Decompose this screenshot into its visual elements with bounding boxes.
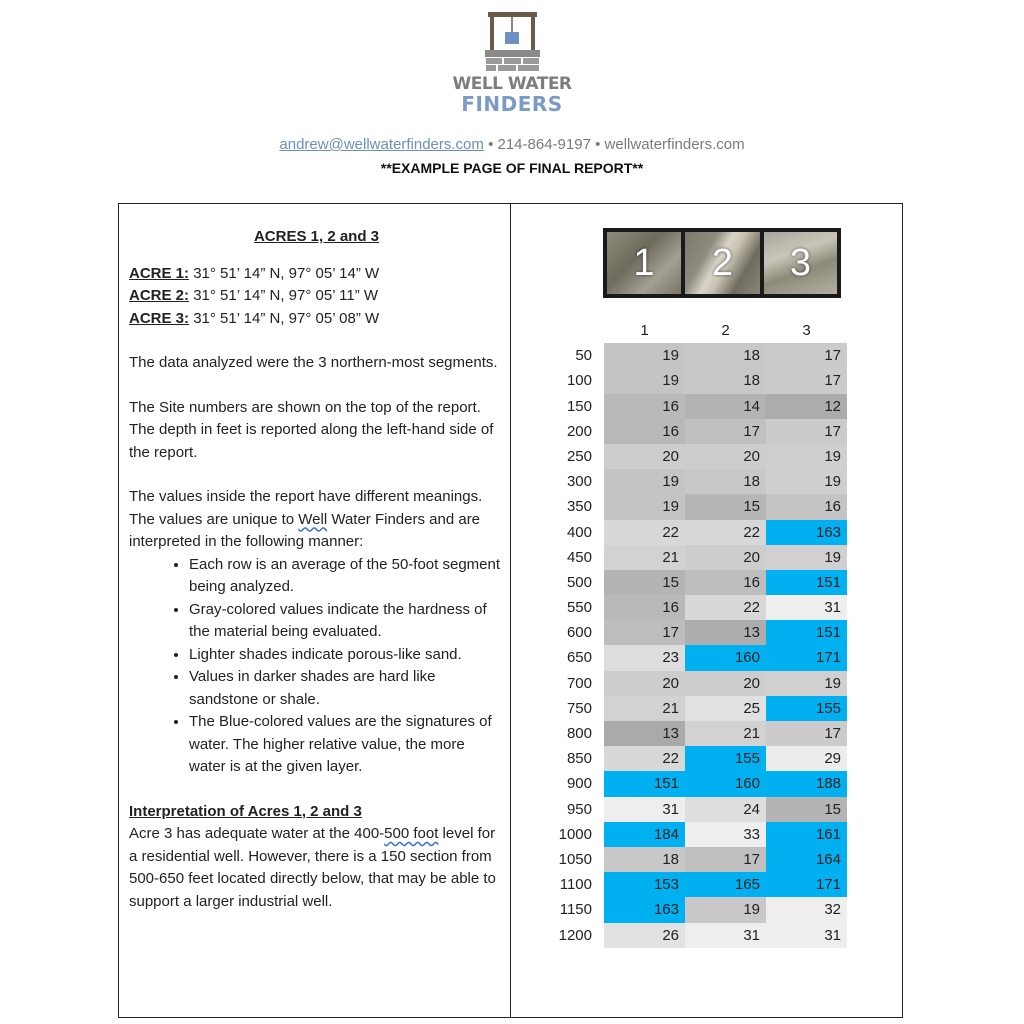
water-value-cell: 161: [766, 822, 847, 847]
table-row: [540, 444, 847, 469]
interpretation-text: Acre 3 has adequate water at the 400-500 foot level for a residential well. However, there is a 150 section from 500-650 feet located directly below, that may be able to support a larger industrial well.: [129, 825, 496, 910]
table-row: [540, 746, 847, 771]
hardness-value-cell: 18: [685, 469, 766, 494]
hardness-value-cell: 14: [685, 394, 766, 419]
hardness-value-cell: 22: [604, 520, 685, 545]
depth-label: 650: [566, 649, 592, 667]
depth-label: 950: [566, 800, 592, 818]
depth-label: 200: [566, 422, 592, 440]
hardness-value-cell: 13: [604, 721, 685, 746]
paragraph-values-meaning: The values inside the report have different meanings. The values are unique to Well Water Finders and are interpreted in the following manner:: [129, 488, 483, 550]
water-value-cell: 171: [766, 645, 847, 670]
list-item: • Lighter shades indicate porous-like sand.: [189, 644, 504, 667]
hardness-value-cell: 21: [604, 696, 685, 721]
depth-label: 350: [566, 498, 592, 516]
hardness-value-cell: 19: [766, 444, 847, 469]
table-row: [540, 923, 847, 948]
table-row: [540, 368, 847, 393]
table-row: [540, 343, 847, 368]
hardness-value-cell: 31: [604, 797, 685, 822]
depth-label: 150: [566, 397, 592, 415]
email-link[interactable]: andrew@wellwaterfinders.com: [279, 136, 484, 153]
site-number: 2: [711, 242, 734, 284]
water-value-cell: 163: [604, 897, 685, 922]
contact-line: [0, 136, 1024, 153]
hardness-value-cell: 20: [685, 545, 766, 570]
table-row: [540, 620, 847, 645]
site-column-header: 1: [640, 322, 649, 339]
spellcheck-word: 500 foot: [384, 825, 439, 842]
water-value-cell: 165: [685, 872, 766, 897]
site-number: 3: [789, 242, 812, 284]
hardness-value-cell: 21: [604, 545, 685, 570]
table-row: [540, 696, 847, 721]
hardness-value-cell: 29: [766, 746, 847, 771]
acre-label: ACRE 3:: [129, 309, 190, 327]
hardness-value-cell: 31: [766, 595, 847, 620]
hardness-value-cell: 22: [685, 595, 766, 620]
water-value-cell: 155: [685, 746, 766, 771]
hardness-value-cell: 31: [766, 923, 847, 948]
hardness-value-cell: 17: [766, 419, 847, 444]
acre-1-coords: [129, 263, 504, 286]
acre-label: ACRE 1:: [129, 264, 190, 282]
depth-label: 100: [566, 372, 592, 390]
table-row: [540, 721, 847, 746]
table-row: [540, 570, 847, 595]
depth-label: 300: [566, 473, 592, 491]
hardness-value-cell: 19: [604, 469, 685, 494]
depth-value-table: [540, 318, 847, 948]
depth-label: 1200: [558, 926, 592, 944]
water-value-cell: 188: [766, 771, 847, 796]
hardness-value-cell: 19: [604, 343, 685, 368]
hardness-value-cell: 19: [766, 545, 847, 570]
list-item: • Each row is an average of the 50-foot segment being analyzed.: [189, 554, 504, 599]
water-value-cell: 164: [766, 847, 847, 872]
table-row: [540, 419, 847, 444]
water-value-cell: 153: [604, 872, 685, 897]
hardness-value-cell: 18: [685, 368, 766, 393]
website: wellwaterfinders.com: [604, 136, 745, 153]
site-column-header: 3: [802, 322, 811, 339]
hardness-value-cell: 20: [604, 671, 685, 696]
table-row: [540, 897, 847, 922]
hardness-value-cell: 16: [604, 419, 685, 444]
paragraph-data-analyzed: The data analyzed were the 3 northern-most segments.: [129, 354, 498, 371]
table-row: [540, 671, 847, 696]
hardness-value-cell: 31: [685, 923, 766, 948]
hardness-value-cell: 18: [604, 847, 685, 872]
table-row: [540, 469, 847, 494]
hardness-value-cell: 18: [685, 343, 766, 368]
depth-label: 750: [566, 699, 592, 717]
report-subtitle: **EXAMPLE PAGE OF FINAL REPORT**: [380, 160, 644, 176]
aerial-photo-strip: [603, 228, 841, 298]
hardness-value-cell: 12: [766, 394, 847, 419]
water-value-cell: 155: [766, 696, 847, 721]
separator: •: [488, 136, 494, 153]
hardness-value-cell: 16: [604, 595, 685, 620]
water-value-cell: 160: [685, 645, 766, 670]
depth-label: 250: [566, 447, 592, 465]
separator: •: [595, 136, 601, 153]
hardness-value-cell: 19: [766, 469, 847, 494]
paragraph-site-numbers: The Site numbers are shown on the top of the report. The depth in feet is reported along the left-hand side of the report.: [129, 398, 494, 461]
hardness-value-cell: 17: [766, 343, 847, 368]
hardness-value-cell: 22: [604, 746, 685, 771]
phone-number: 214-864-9197: [497, 136, 591, 153]
hardness-value-cell: 17: [685, 419, 766, 444]
hardness-value-cell: 20: [685, 444, 766, 469]
table-row: [540, 847, 847, 872]
depth-label: 400: [566, 523, 592, 541]
hardness-value-cell: 19: [766, 671, 847, 696]
acre-coords: 31° 51’ 14” N, 97° 05’ 11” W: [193, 287, 379, 304]
hardness-value-cell: 19: [685, 897, 766, 922]
hardness-value-cell: 13: [685, 620, 766, 645]
hardness-value-cell: 25: [685, 696, 766, 721]
table-row: [540, 520, 847, 545]
depth-label: 900: [566, 775, 592, 793]
table-row: [540, 797, 847, 822]
hardness-value-cell: 22: [685, 520, 766, 545]
table-row: [540, 822, 847, 847]
acre-coords: 31° 51’ 14” N, 97° 05’ 14” W: [193, 264, 380, 282]
table-row: [540, 771, 847, 796]
hardness-value-cell: 19: [604, 494, 685, 519]
aerial-photo-3: [764, 232, 837, 294]
depth-label: 1000: [558, 825, 592, 843]
depth-label: 50: [575, 347, 592, 365]
interpretation-heading: Interpretation of Acres 1, 2 and 3: [129, 802, 362, 820]
list-item: • Gray-colored values indicate the hardness of the material being evaluated.: [189, 599, 504, 644]
table-row: [540, 494, 847, 519]
hardness-value-cell: 21: [685, 721, 766, 746]
acre-3-coords: [129, 308, 504, 331]
table-header-row: [540, 318, 847, 343]
water-value-cell: 171: [766, 872, 847, 897]
spellcheck-word: Well: [298, 510, 328, 528]
depth-label: 800: [566, 725, 592, 742]
hardness-value-cell: 16: [766, 494, 847, 519]
hardness-value-cell: 17: [685, 847, 766, 872]
depth-label: 450: [566, 548, 592, 566]
column-divider: [510, 203, 511, 1018]
depth-label: 1100: [559, 876, 592, 894]
depth-label: 700: [566, 674, 592, 692]
list-item: • Values in darker shades are hard like sandstone or shale.: [189, 666, 504, 711]
hardness-value-cell: 17: [766, 721, 847, 746]
depth-label: 1050: [558, 850, 592, 868]
acre-2-coords: [129, 285, 504, 308]
table-row: [540, 872, 847, 897]
hardness-value-cell: 15: [685, 494, 766, 519]
table-row: [540, 545, 847, 570]
acre-label: ACRE 2:: [129, 287, 190, 304]
hardness-value-cell: 19: [604, 368, 685, 393]
brand-name-line2: FINDERS: [461, 92, 563, 116]
brand-name-line1: WELL WATER: [452, 74, 572, 94]
depth-header: [540, 318, 604, 343]
hardness-value-cell: 24: [685, 797, 766, 822]
depth-label: 850: [566, 750, 592, 768]
hardness-value-cell: 23: [604, 645, 685, 670]
water-value-cell: 151: [766, 620, 847, 645]
water-value-cell: 151: [604, 771, 685, 796]
water-value-cell: 151: [766, 570, 847, 595]
depth-label: 500: [566, 573, 592, 591]
site-number: 1: [633, 242, 655, 284]
description-column: [129, 226, 504, 913]
water-value-cell: 184: [604, 822, 685, 847]
table-row: [540, 394, 847, 419]
depth-label: 1150: [559, 901, 592, 919]
hardness-value-cell: 20: [604, 444, 685, 469]
hardness-value-cell: 15: [766, 797, 847, 822]
table-row: [540, 595, 847, 620]
water-value-cell: 160: [685, 771, 766, 796]
hardness-value-cell: 16: [685, 570, 766, 595]
site-column-header: 2: [721, 322, 730, 339]
bullet-list: [129, 554, 504, 779]
hardness-value-cell: 33: [685, 822, 766, 847]
depth-label: 550: [566, 599, 592, 617]
hardness-value-cell: 17: [766, 368, 847, 393]
table-body: [540, 343, 847, 948]
hardness-value-cell: 20: [685, 671, 766, 696]
list-item: • The Blue-colored values are the signatures of water. The higher relative value, the more water is at the given layer.: [189, 711, 504, 779]
hardness-value-cell: 16: [604, 394, 685, 419]
acre-coords: 31° 51’ 14” N, 97° 05’ 08” W: [193, 309, 380, 327]
hardness-value-cell: 15: [604, 570, 685, 595]
hardness-value-cell: 17: [604, 620, 685, 645]
water-value-cell: 163: [766, 520, 847, 545]
hardness-value-cell: 32: [766, 897, 847, 922]
table-row: [540, 645, 847, 670]
aerial-photo-1: [607, 232, 681, 294]
aerial-photo-2: [685, 232, 760, 294]
hardness-value-cell: 26: [604, 923, 685, 948]
section-heading: ACRES 1, 2 and 3: [253, 228, 380, 245]
depth-label: 600: [566, 624, 592, 642]
